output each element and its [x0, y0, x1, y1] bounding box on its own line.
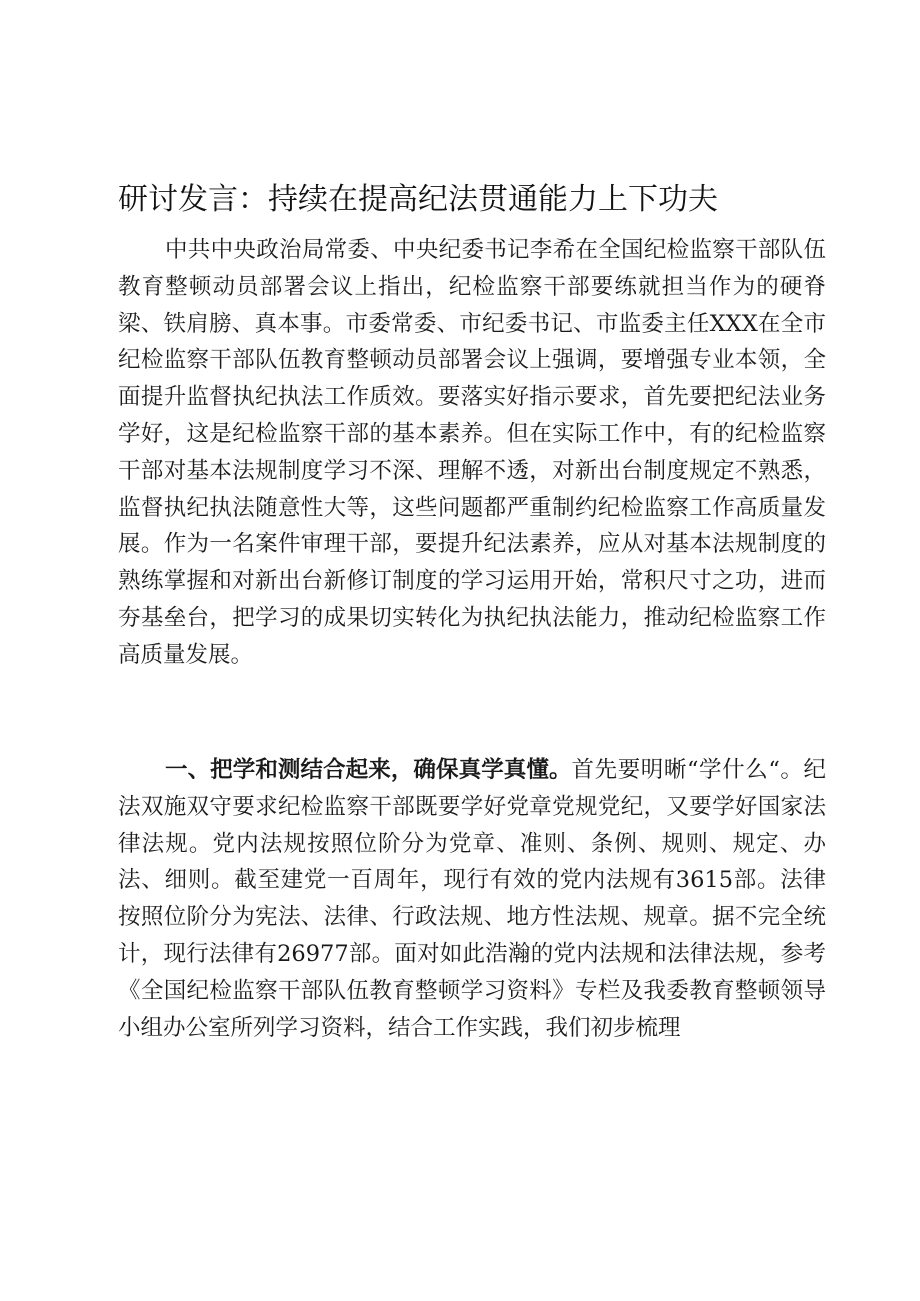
body-paragraph-section-one — [118, 752, 826, 1046]
body-paragraph-intro — [118, 232, 826, 674]
document-title: 研讨发言：持续在提高纪法贯通能力上下功夫 — [118, 182, 718, 217]
section-heading-inline: 一、把学和测结合起来，确保真学真懂。 — [165, 757, 572, 783]
paragraph-text: 首先要明晰“学什么“。纪法双施双守要求纪检监察干部既要学好党章党规党纪，又要学好国家法律法规。党内法规按照位阶分为党章、准则、条例、规则、规定、办法、细则。截至建党一百周年，现行有效的党内法规有3615部。法律按照位阶分为宪法、法律、行政法规、地方性法规、规章。据不完全统计，现行法律有26977部。面对如此浩瀚的党内法规和法律法规，参考《全国纪检监察干部队伍教育整顿学习资料》专栏及我委教育整顿领导小组办公室所列学习资料，结合工作实践，我们初步梳理 — [118, 757, 826, 1041]
paragraph-text: 中共中央政治局常委、中央纪委书记李希在全国纪检监察干部队伍教育整顿动员部署会议上指出，纪检监察干部要练就担当作为的硬脊梁、铁肩膀、真本事。市委常委、市纪委书记、市监委主任XXX在全市纪检监察干部队伍教育整顿动员部署会议上强调，要增强专业本领，全面提升监督执纪执法工作质效。要落实好指示要求，首先要把纪法业务学好，这是纪检监察干部的基本素养。但在实际工作中，有的纪检监察干部对基本法规制度学习不深、理解不透，对新出台制度规定不熟悉，监督执纪执法随意性大等，这些问题都严重制约纪检监察工作高质量发展。作为一名案件审理干部，要提升纪法素养，应从对基本法规制度的熟练掌握和对新出台新修订制度的学习运用开始，常积尺寸之功，进而夯基垒台，把学习的成果切实转化为执纪执法能力，推动纪检监察工作高质量发展。 — [118, 237, 826, 668]
